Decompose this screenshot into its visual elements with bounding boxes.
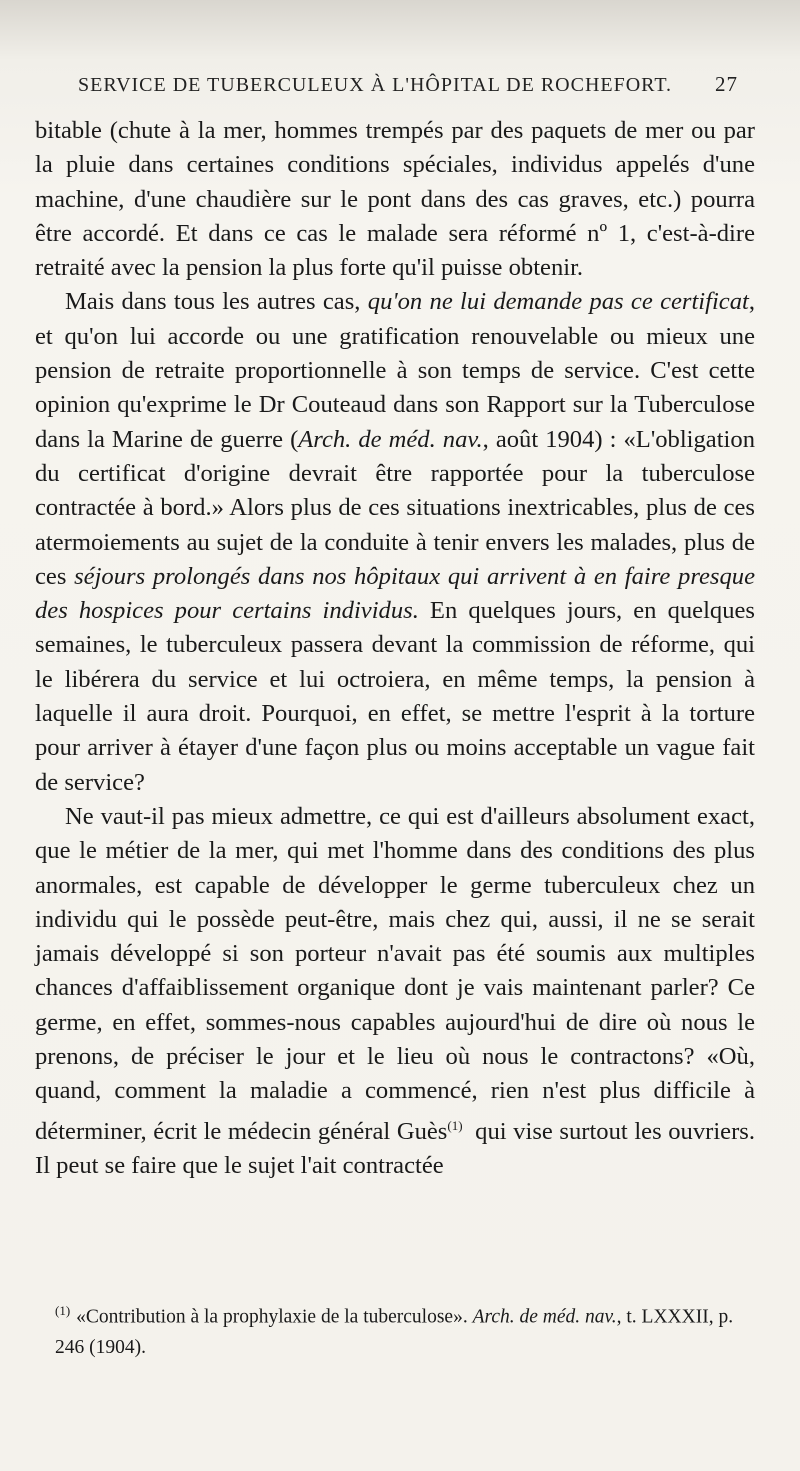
paragraph-germe (35, 800, 755, 1183)
text-run: Mais dans tous les autres cas, (65, 288, 368, 316)
running-head (58, 70, 738, 100)
footnote-reference: (1) (447, 1117, 463, 1133)
italic-citation: Arch. de méd. nav. (298, 425, 483, 453)
footnote-text: , t. LXXXII, p. 246 (1904). (55, 1306, 734, 1358)
paragraph-certificat (35, 285, 755, 799)
footnote-mark: (1) (55, 1303, 71, 1318)
footnote-text: «Contribution à la prophylaxie de la tuberculose». (76, 1306, 473, 1328)
text-run: qui vise surtout les ouvriers. Il peut se faire que le sujet l'ait contractée (35, 1117, 755, 1180)
italic-run: séjours prolongés dans nos hôpitaux qui arrivent à en faire presque des hospices pour certains individus. (35, 562, 755, 625)
italic-run: qu'on ne lui demande pas ce certificat (367, 288, 749, 316)
body-text (35, 114, 755, 1183)
text-run: Ne vaut-il pas mieux admettre, ce qui est d'ailleurs absolument exact, que le métier de la mer, qui met l'homme dans des conditions des plus anormales, est capable de développer le germe tuberculeux chez un individu qui le possède peut-être, mais chez qui, aussi, il ne se serait jamais développé si son porteur n'avait pas été soumis aux multiples chances d'affaiblissement organique dont je vais maintenant parler? Ce germe, en effet, sommes-nous capables aujourd'hui de dire où nous le prenons, de préciser le jour et le lieu où nous le contractons? «Où, quand, comment la maladie a commencé, rien n'est plus difficile à déterminer, écrit le médecin général Guès (35, 802, 755, 1145)
text-run: , et qu'on lui accorde ou une gratification renouvelable ou mieux une pension de retraite proportionnelle à son temps de service. C'est cette opinion qu'exprime le Dr Couteaud dans son Rapport sur la Tuberculose dans la Marine de guerre ( (35, 288, 755, 453)
page-number: 27 (715, 72, 738, 96)
text-run: , août 1904) : «L'obligation du certificat d'origine devrait être rapportée pour la tuberculose contractée à bord.» Alors plus de ces situations inextricables, plus de ces atermoiements au sujet de la conduite à tenir envers les malades, plus de ces (35, 425, 755, 590)
running-title: SERVICE DE TUBERCULEUX À L'HÔPITAL DE ROCHEFORT. (78, 74, 673, 96)
paragraph-continued: bitable (chute à la mer, hommes trempés par des paquets de mer ou par la pluie dans certaines conditions spéciales, individus appelés d'une machine, d'une chaudière sur le pont dans des cas graves, etc.) pourra être accordé. Et dans ce cas le malade sera réformé nº 1, c'est-à-dire retraité avec la pension la plus forte qu'il puisse obtenir. (35, 117, 755, 282)
text-run: En quelques jours, en quelques semaines, le tuberculeux passera devant la commission de réforme, qui le libérera du service et lui octroiera, en même temps, la pension à laquelle il aura droit. Pourquoi, en effet, se mettre l'esprit à la torture pour arriver à étayer d'une façon plus ou moins acceptable un vague fait de service? (35, 597, 755, 796)
footnote-journal: Arch. de méd. nav. (472, 1306, 617, 1328)
footnote (55, 1296, 755, 1363)
